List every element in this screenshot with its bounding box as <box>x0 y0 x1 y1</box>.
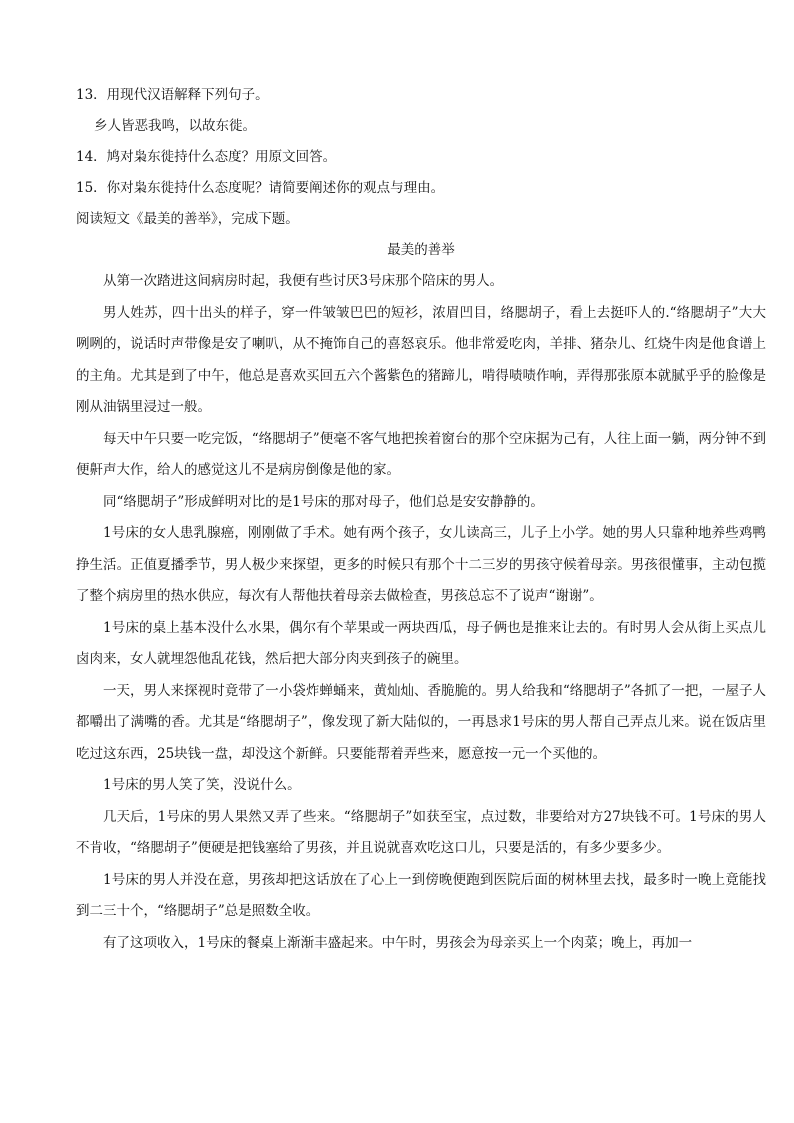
document-page <box>76 80 766 959</box>
article-paragraph: 一天，男人来探视时竟带了一小袋炸蝉蛹来，黄灿灿、香脆脆的。男人给我和“络腮胡子”各抓了一把，一屋子人都嚼出了满嘴的香。尤其是“络腮胡子”，像发现了新大陆似的，一再恳求1号床的男人帮自己弄点儿来。说在饭店里吃过这东西，25块钱一盘，却没这个新鲜。只要能帮着弄些来，愿意按一元一个买他的。 <box>76 682 766 762</box>
article-paragraph: 1号床的女人患乳腺癌，刚刚做了手术。她有两个孩子，女儿读高三，儿子上小学。她的男人只靠种地养些鸡鸭挣生活。正值夏播季节，男人极少来探望，更多的时候只有那个十二三岁的男孩守候着母亲。男孩很懂事，主动包揽了整个病房里的热水供应，每次有人帮他扶着母亲去做检查，男孩总忘不了说声“谢谢”。 <box>76 525 766 604</box>
article-paragraph: 1号床的桌上基本没什么水果，偶尔有个苹果或一两块西瓜，母子俩也是推来让去的。有时男人会从街上买点儿卤肉来，女人就埋怨他乱花钱，然后把大部分肉夹到孩子的碗里。 <box>76 619 766 667</box>
article-title: 最美的善举 <box>387 242 455 258</box>
quoted-sentence: 乡人皆恶我鸣，以故东徙。 <box>94 118 256 134</box>
reading-instruction: 阅读短文《最美的善举》，完成下题。 <box>76 211 299 227</box>
question-14: 14．鸠对枭东徙持什么态度？用原文回答。 <box>76 149 337 165</box>
question-13: 13．用现代汉语解释下列句子。 <box>76 87 269 103</box>
article-paragraph: 每天中午只要一吃完饭，“络腮胡子”便毫不客气地把挨着窗台的那个空床据为己有，人往上面一躺，两分钟不到便鼾声大作，给人的感觉这儿不是病房倒像是他的家。 <box>76 430 766 478</box>
article-paragraph: 几天后，1号床的男人果然又弄了些来。“络腮胡子”如获至宝，点过数，非要给对方27块钱不可。1号床的男人不肯收，“络腮胡子”便硬是把钱塞给了男孩，并且说就喜欢吃这口儿，只要是活的，有多少要多少。 <box>76 808 766 856</box>
article-paragraph: 1号床的男人并没在意，男孩却把这话放在了心上一到傍晚便跑到医院后面的树林里去找，最多时一晚上竟能找到二三十个，“络腮胡子”总是照数全收。 <box>76 871 766 919</box>
article-paragraph: 1号床的男人笑了笑，没说什么。 <box>103 777 301 793</box>
question-15: 15．你对枭东徙持什么态度呢？请简要阐述你的观点与理由。 <box>76 180 445 196</box>
article-paragraph: 同“络腮胡子”形成鲜明对比的是1号床的那对母子，他们总是安安静静的。 <box>103 493 544 510</box>
article-paragraph: 从第一次踏进这间病房时起，我便有些讨厌3号床那个陪床的男人。 <box>103 273 504 289</box>
article-paragraph: 男人姓苏，四十出头的样子，穿一件皱皱巴巴的短衫，浓眉凹目，络腮胡子，看上去挺吓人的.“络腮胡子”大大咧咧的，说话时声带像是安了喇叭，从不掩饰自己的喜怒哀乐。他非常爱吃肉，羊排、猪杂儿、红烧牛肉是他食谱上的主角。尤其是到了中午，他总是喜欢买回五六个酱紫色的猪蹄儿，啃得啧啧作响，弄得那张原本就腻乎乎的脸像是刚从油锅里浸过一般。 <box>76 304 766 415</box>
article-paragraph: 有了这项收入，1号床的餐桌上渐渐丰盛起来。中午时，男孩会为母亲买上一个肉菜；晚上，再加一 <box>103 934 693 951</box>
